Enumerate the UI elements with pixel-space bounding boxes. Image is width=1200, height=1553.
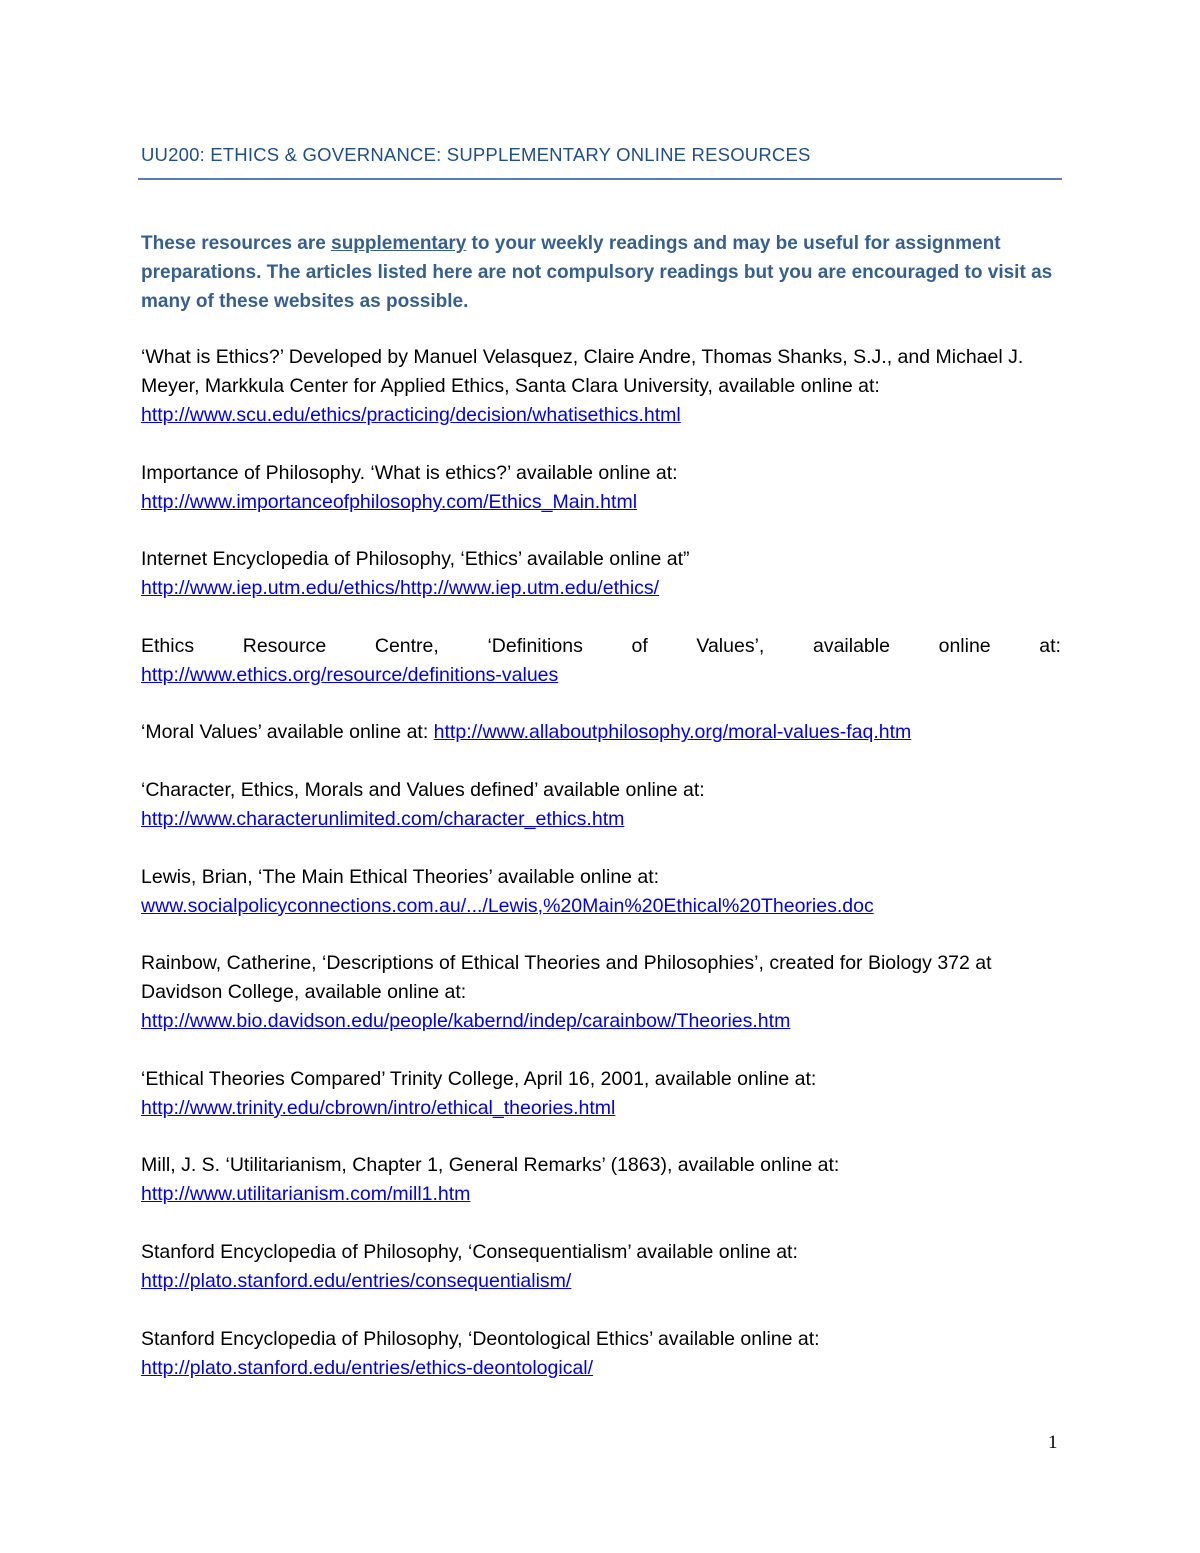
justified-word: Ethics	[141, 634, 195, 657]
resource-entry	[141, 343, 1061, 430]
justified-word: Centre,	[374, 634, 439, 657]
resource-citation: Lewis, Brian, ‘The Main Ethical Theories’ available online at:	[141, 865, 660, 888]
resource-link[interactable]: http://plato.stanford.edu/entries/ethics-deontological/	[141, 1356, 594, 1379]
resource-entry	[141, 1065, 1061, 1123]
page-title: UU200: ETHICS & GOVERNANCE: SUPPLEMENTARY ONLINE RESOURCES	[141, 144, 811, 165]
resource-citation: ‘What is Ethics?’ Developed by Manuel Velasquez, Claire Andre, Thomas Shanks, S.J., and Michael J. Meyer, Markkula Center for Applied Ethics, Santa Clara University, available online at:	[141, 346, 1024, 397]
resource-citation: Stanford Encyclopedia of Philosophy, ‘Deontological Ethics’ available online at:	[141, 1327, 820, 1350]
resource-entry	[141, 949, 1061, 1036]
justified-word: ‘Definitions	[487, 634, 583, 657]
justified-word: online	[938, 634, 991, 657]
resource-citation-justified	[141, 632, 1061, 661]
resource-citation: Stanford Encyclopedia of Philosophy, ‘Consequentialism’ available online at:	[141, 1240, 798, 1263]
resource-citation: Importance of Philosophy. ‘What is ethics?’ available online at:	[141, 461, 678, 484]
resource-entry	[141, 1325, 1061, 1383]
resource-entry	[141, 1238, 1061, 1296]
resource-link[interactable]: http://www.bio.davidson.edu/people/kabernd/indep/carainbow/Theories.htm	[141, 1010, 791, 1033]
resource-link[interactable]: www.socialpolicyconnections.com.au/.../Lewis,%20Main%20Ethical%20Theories.doc	[141, 894, 874, 917]
justified-word: Resource	[242, 634, 327, 657]
justified-word: Values’,	[696, 634, 765, 657]
resource-link[interactable]: http://www.utilitarianism.com/mill1.htm	[141, 1183, 471, 1206]
intro-underlined-word: supplementary	[331, 233, 467, 254]
resource-citation: ‘Moral Values’ available online at:	[141, 721, 434, 744]
resource-citation: ‘Ethical Theories Compared’ Trinity College, April 16, 2001, available online at:	[141, 1067, 817, 1090]
document-page	[141, 0, 1061, 1553]
intro-text-before: These resources are	[141, 233, 332, 254]
resource-list	[141, 343, 1061, 1411]
justified-word: at:	[1039, 634, 1061, 657]
resource-link[interactable]: http://www.scu.edu/ethics/practicing/decision/whatisethics.html	[141, 404, 681, 426]
resource-citation: ‘Character, Ethics, Morals and Values defined’ available online at:	[141, 778, 705, 801]
resource-entry	[141, 632, 1061, 690]
intro-text-after: to your weekly readings and may be useful for assignment preparations. The articles listed here are not compulsory readings but you are encouraged to visit as many of these websites as possible.	[141, 233, 1053, 312]
resource-link[interactable]: http://www.iep.utm.edu/ethics/http://www.iep.utm.edu/ethics/	[141, 577, 660, 600]
title-divider	[138, 178, 1062, 180]
resource-link[interactable]: http://plato.stanford.edu/entries/consequentialism/	[141, 1269, 572, 1292]
resource-entry	[141, 863, 1061, 921]
page-number: 1	[1048, 1432, 1058, 1453]
resource-link[interactable]: http://www.characterunlimited.com/character_ethics.htm	[141, 807, 625, 830]
resource-citation: Rainbow, Catherine, ‘Descriptions of Ethical Theories and Philosophies’, created for Biology 372 at Davidson College, available online at:	[141, 952, 992, 1004]
resource-citation: Mill, J. S. ‘Utilitarianism, Chapter 1, General Remarks’ (1863), available online at:	[141, 1154, 840, 1177]
resource-entry	[141, 545, 1061, 603]
justified-word: of	[631, 634, 648, 657]
resource-link[interactable]: http://www.allaboutphilosophy.org/moral-values-faq.htm	[433, 721, 912, 744]
resource-entry	[141, 1151, 1061, 1209]
resource-citation: Internet Encyclopedia of Philosophy, ‘Ethics’ available online at”	[141, 548, 690, 571]
resource-entry	[141, 718, 1061, 747]
resource-link[interactable]: http://www.trinity.edu/cbrown/intro/ethical_theories.html	[141, 1096, 616, 1119]
resource-entry	[141, 459, 1061, 517]
justified-word: available	[812, 634, 890, 657]
resource-entry	[141, 776, 1061, 834]
resource-link[interactable]: http://www.ethics.org/resource/definitions-values	[141, 663, 559, 686]
intro-paragraph	[141, 229, 1061, 316]
resource-link[interactable]: http://www.importanceofphilosophy.com/Ethics_Main.html	[141, 490, 638, 513]
